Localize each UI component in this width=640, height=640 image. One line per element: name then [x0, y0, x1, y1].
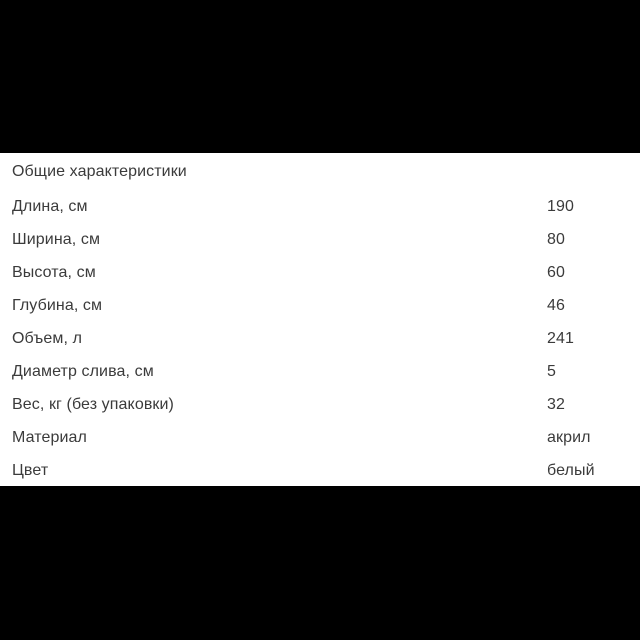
specifications-panel — [0, 153, 640, 486]
section-title: Общие характеристики — [12, 162, 187, 180]
spec-label: Диаметр слива, см — [12, 362, 154, 380]
spec-label: Высота, см — [12, 263, 96, 281]
spec-row — [0, 421, 640, 454]
spec-row — [0, 454, 640, 487]
spec-value: акрил — [547, 428, 591, 446]
spec-value: 60 — [547, 263, 565, 281]
spec-value: 46 — [547, 296, 565, 314]
spec-value: белый — [547, 461, 595, 479]
spec-row — [0, 355, 640, 388]
spec-row — [0, 289, 640, 322]
spec-label: Вес, кг (без упаковки) — [12, 395, 174, 413]
spec-row — [0, 223, 640, 256]
spec-value: 241 — [547, 329, 574, 347]
spec-value: 5 — [547, 362, 556, 380]
spec-label: Цвет — [12, 461, 49, 479]
spec-table — [0, 190, 640, 487]
spec-row — [0, 388, 640, 421]
top-letterbox — [0, 0, 640, 153]
spec-label: Длина, см — [12, 197, 88, 215]
spec-row — [0, 190, 640, 223]
spec-row — [0, 256, 640, 289]
spec-label: Материал — [12, 428, 87, 446]
spec-label: Глубина, см — [12, 296, 103, 314]
spec-label: Ширина, см — [12, 230, 101, 248]
spec-row — [0, 322, 640, 355]
spec-value: 80 — [547, 230, 565, 248]
bottom-letterbox — [0, 486, 640, 640]
section-title-row — [0, 153, 640, 190]
spec-value: 190 — [547, 197, 574, 215]
spec-label: Объем, л — [12, 329, 83, 347]
spec-value: 32 — [547, 395, 565, 413]
